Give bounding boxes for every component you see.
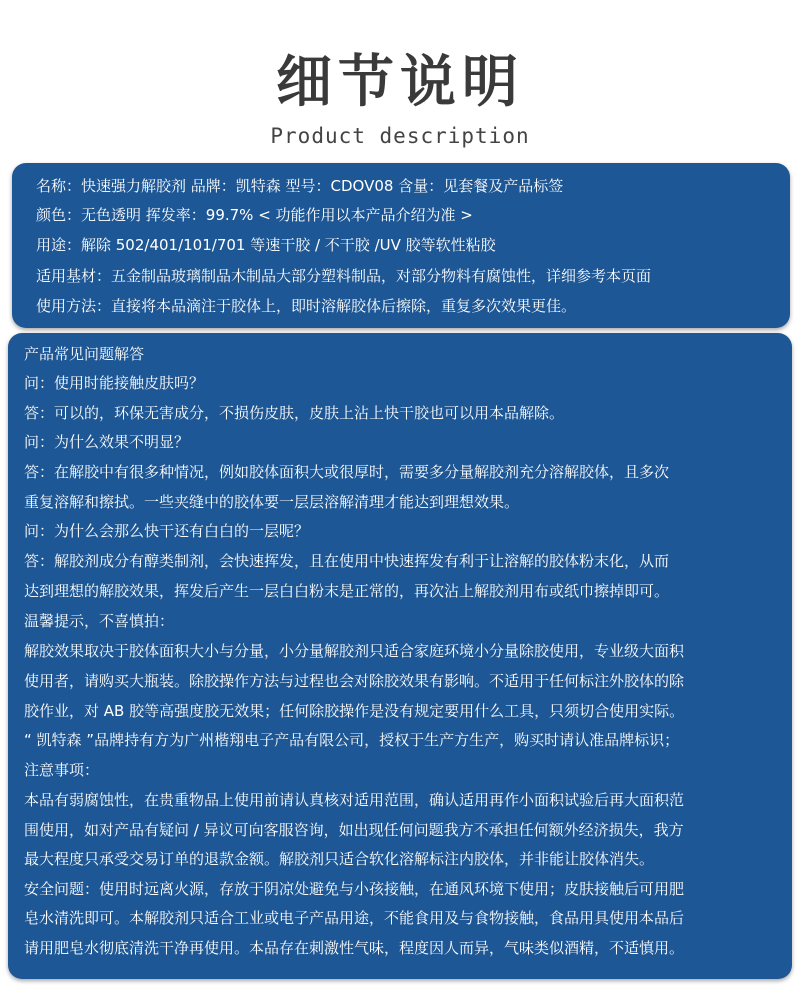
spec-line-usage: 用途：解除 502/401/101/701 等速干胶 / 不干胶 /UV 胶等软性粘胶 [36, 236, 496, 254]
faq-line: 解胶效果取决于胶体面积大小与分量，小分量解胶剂只适合家庭环境小分量除胶使用，专业级大面积 [24, 642, 685, 660]
faq-line: 请用肥皂水彻底清洗干净再使用。本品存在刺激性气味，程度因人而异，气味类似酒精，不适慎用。 [24, 939, 685, 957]
faq-notes-heading: 注意事项： [24, 761, 100, 779]
page-title: 细节说明 [276, 49, 524, 115]
faq-line: 答：在解胶中有很多种情况，例如胶体面积大或很厚时，需要多分量解胶剂充分溶解胶体，且多次 [24, 463, 670, 481]
faq-panel [8, 333, 792, 979]
faq-line: “ 凯特森 ”品牌持有方为广州楷翔电子产品有限公司，授权于生产方生产，购买时请认准品牌标识； [24, 731, 680, 749]
faq-heading: 产品常见问题解答 [24, 345, 145, 363]
faq-line: 安全问题：使用时远离火源，存放于阴凉处避免与小孩接触，在通风环境下使用；皮肤接触后可用肥 [24, 880, 685, 898]
spec-line-name: 名称：快速强力解胶剂 品牌：凯特森 型号：CDOV08 含量：见套餐及产品标签 [36, 177, 564, 195]
faq-warm-tips-heading: 温馨提示，不喜慎拍： [24, 612, 175, 630]
faq-line: 问：为什么效果不明显？ [24, 433, 190, 451]
spec-line-color: 颜色：无色透明 挥发率：99.7% < 功能作用以本产品介绍为准 > [36, 206, 473, 224]
spec-line-materials: 适用基材：五金制品玻璃制品木制品大部分塑料制品，对部分物料有腐蚀性，详细参考本页面 [36, 267, 652, 285]
faq-line: 胶作业，对 AB 胶等高强度胶无效果；任何除胶操作是没有规定要用什么工具，只须切合使用实际。 [24, 702, 685, 720]
faq-line: 本品有弱腐蚀性，在贵重物品上使用前请认真核对适用范围，确认适用再作小面积试验后再大面积范 [24, 791, 685, 809]
page-subtitle: Product description [270, 124, 530, 148]
faq-line: 问：为什么会那么快干还有白白的一层呢？ [24, 522, 310, 540]
spec-line-method: 使用方法：直接将本品滴注于胶体上，即时溶解胶体后擦除，重复多次效果更佳。 [36, 297, 577, 315]
faq-line: 使用者，请购买大瓶装。除胶操作方法与过程也会对除胶效果有影响。不适用于任何标注外胶体的除 [24, 672, 685, 690]
faq-line: 围使用，如对产品有疑问 / 异议可向客服咨询，如出现任何问题我方不承担任何额外经济损失，我方 [24, 821, 684, 839]
faq-line: 答：解胶剂成分有醇类制剂，会快速挥发，且在使用中快速挥发有利于让溶解的胶体粉末化，从而 [24, 552, 670, 570]
faq-line: 答：可以的，环保无害成分，不损伤皮肤，皮肤上沾上快干胶也可以用本品解除。 [24, 404, 565, 422]
faq-line: 问：使用时能接触皮肤吗？ [24, 374, 205, 392]
faq-line: 达到理想的解胶效果，挥发后产生一层白白粉末是正常的，再次沾上解胶剂用布或纸巾擦掉即可。 [24, 582, 670, 600]
faq-line: 最大程度只承受交易订单的退款金额。解胶剂只适合软化溶解标注内胶体，并非能让胶体消失。 [24, 850, 655, 868]
faq-line: 皂水清洗即可。本解胶剂只适合工业或电子产品用途，不能食用及与食物接触，食品用具使用本品后 [24, 909, 685, 927]
faq-line: 重复溶解和擦拭。一些夹缝中的胶体要一层层溶解清理才能达到理想效果。 [24, 493, 520, 511]
spec-panel [12, 163, 790, 328]
